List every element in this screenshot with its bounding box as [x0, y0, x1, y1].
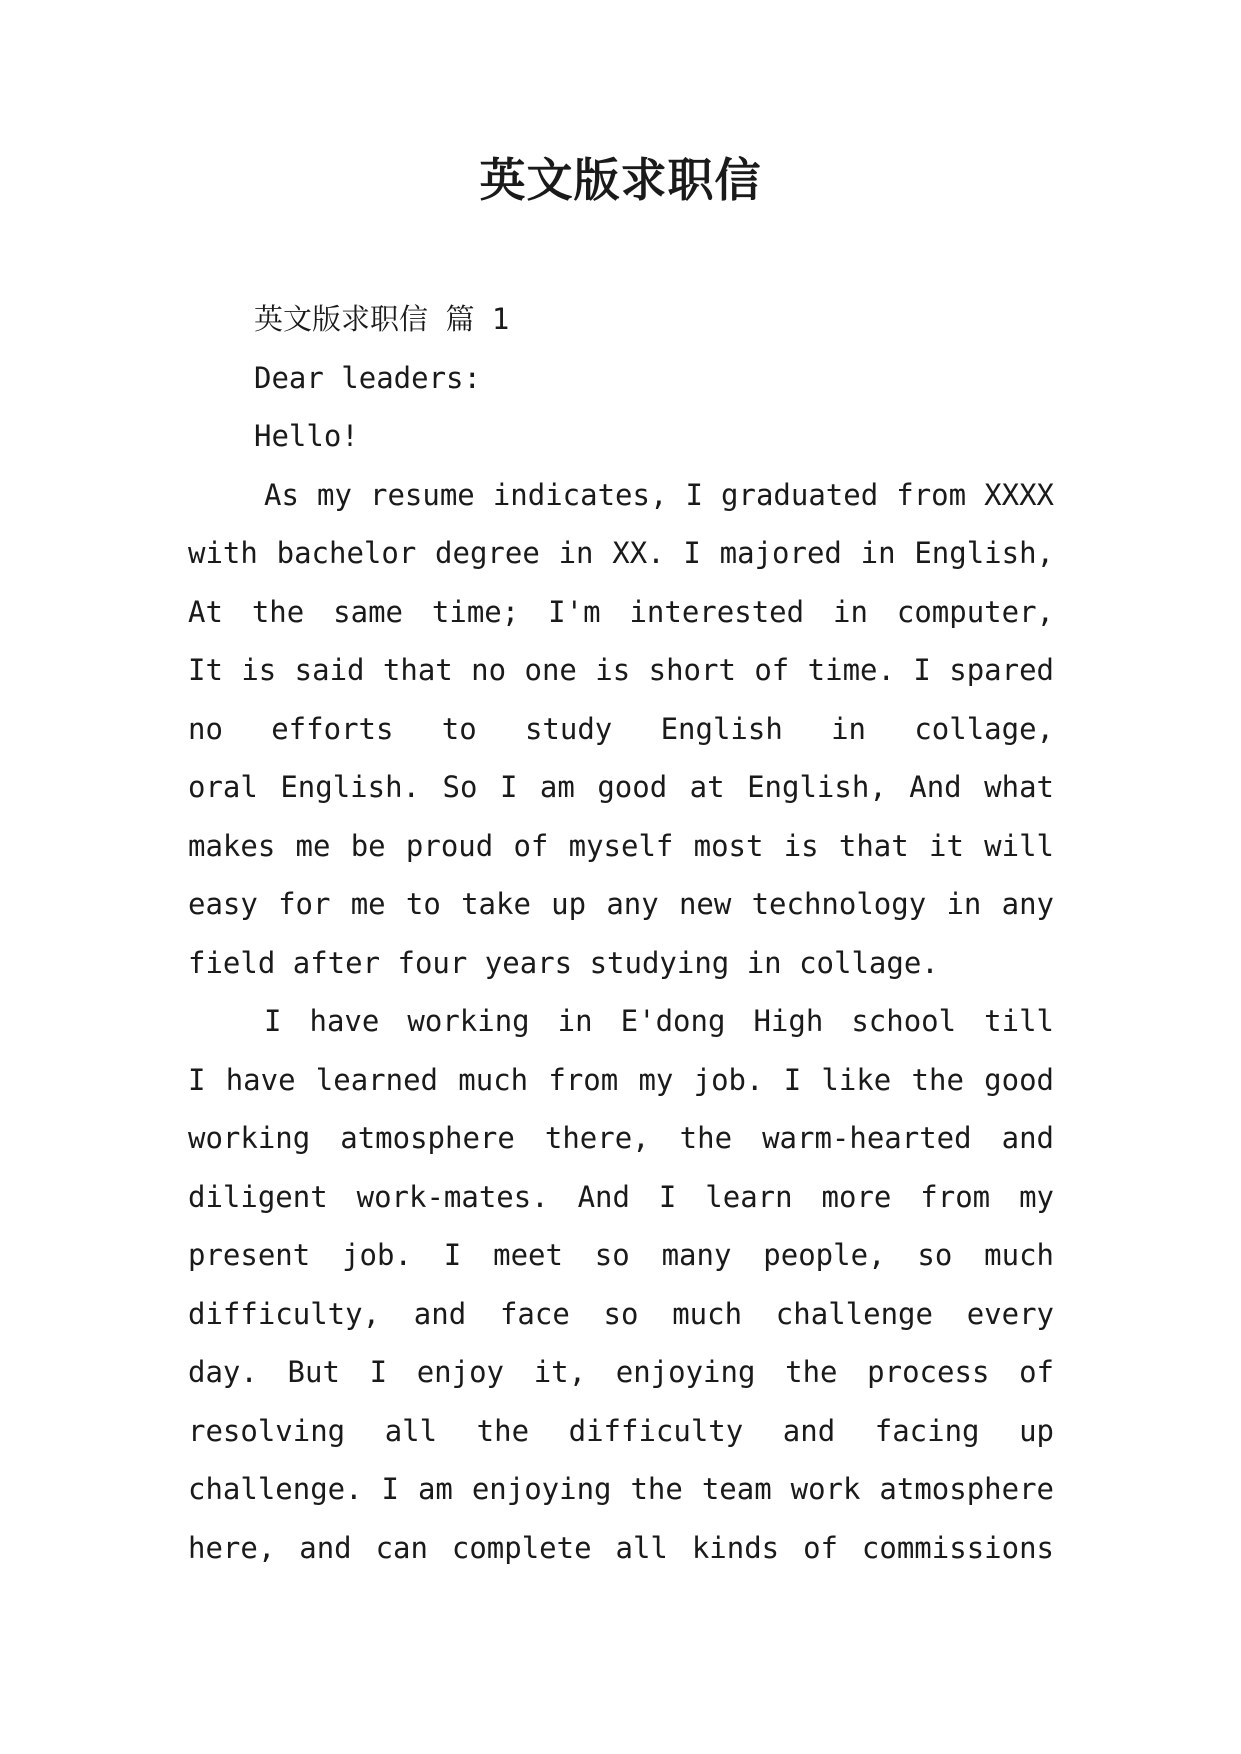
paragraph-line: with bachelor degree in XX. I majored in English, [188, 536, 1054, 570]
paragraph-line: diligent work-mates. And I learn more from my [188, 1179, 1054, 1214]
paragraph-2 [188, 992, 1054, 1577]
paragraph-line: no efforts to study English in collage, [188, 711, 1054, 746]
greeting: Hello! [254, 419, 359, 453]
document-body [188, 290, 1054, 1577]
paragraph-line: At the same time; I'm interested in computer, [188, 594, 1054, 629]
paragraph-line: I have working in E'dong High school till [264, 1004, 1054, 1038]
paragraph-line: I have learned much from my job. I like the good [188, 1062, 1054, 1097]
document-title: 英文版求职信 [479, 153, 762, 207]
paragraph-line: resolving all the difficulty and facing up [188, 1413, 1054, 1448]
paragraph-line: working atmosphere there, the warm-hearted and [188, 1121, 1054, 1155]
paragraph-line: challenge. I am enjoying the team work atmosphere [188, 1472, 1054, 1506]
paragraph-line: day. But I enjoy it, enjoying the process of [188, 1355, 1054, 1389]
paragraph-line: here, and can complete all kinds of commissions [188, 1530, 1054, 1565]
paragraph-line: makes me be proud of myself most is that it will [188, 828, 1054, 863]
paragraph-line: It is said that no one is short of time. I spared [188, 653, 1054, 687]
paragraph-line: As my resume indicates, I graduated from XXXX [264, 477, 1054, 512]
section-heading: 英文版求职信 篇 1 [254, 302, 510, 336]
paragraph-line: present job. I meet so many people, so much [188, 1238, 1054, 1272]
salutation: Dear leaders: [254, 360, 481, 395]
paragraph-line: field after four years studying in collage. [188, 945, 939, 980]
paragraph-line: oral English. So I am good at English, And what [188, 770, 1054, 804]
paragraph-1 [188, 466, 1054, 993]
paragraph-line: easy for me to take up any new technology in any [188, 887, 1054, 921]
paragraph-line: difficulty, and face so much challenge every [188, 1296, 1054, 1331]
